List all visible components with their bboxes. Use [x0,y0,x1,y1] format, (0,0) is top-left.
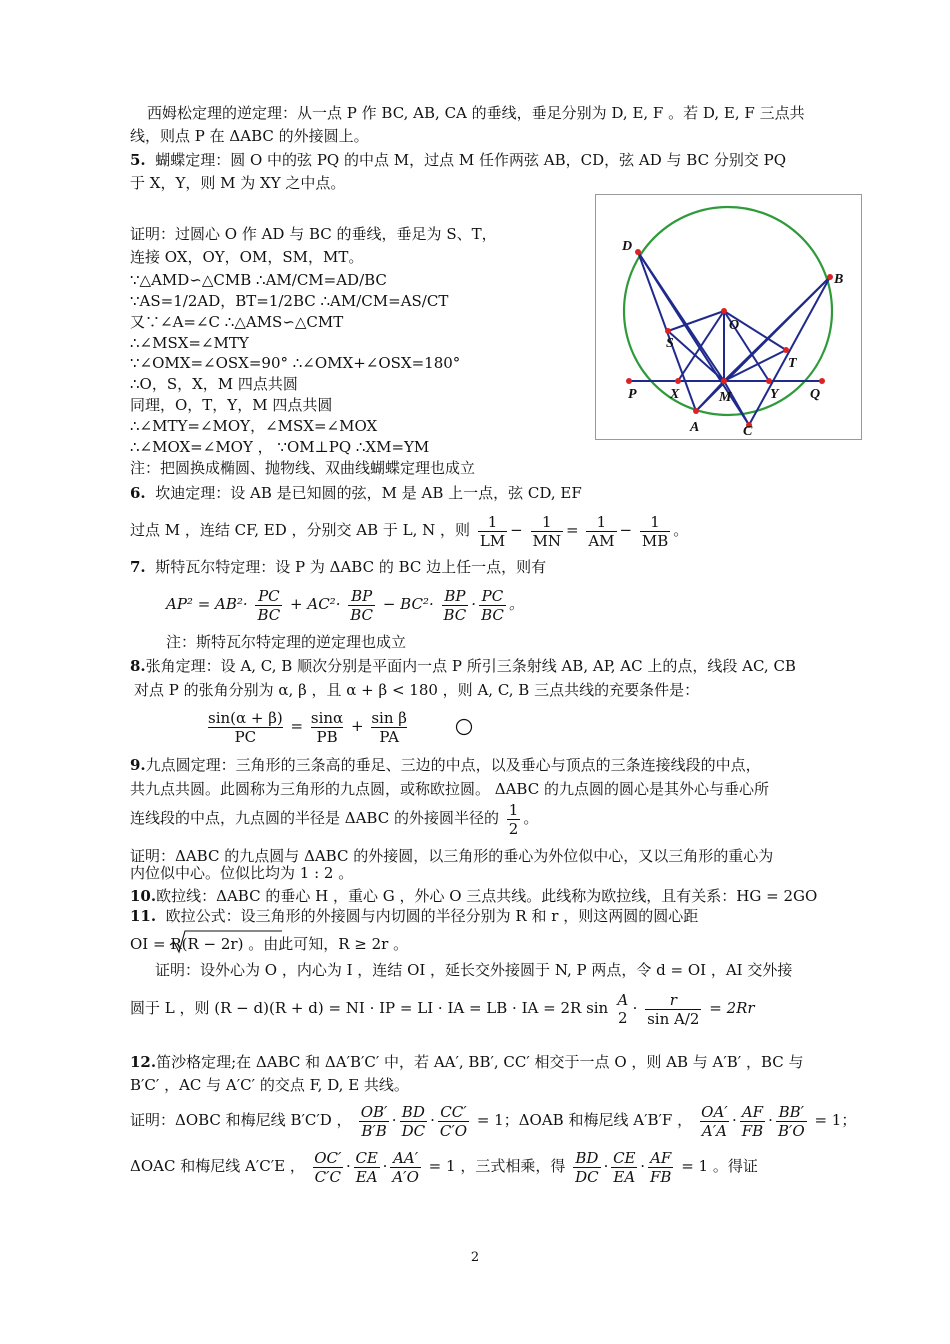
euler-formula-proof-line1: 证明：设外心为 O ，内心为 I ，连结 OI ，延长交外接圆于 N, P 两点，令 d = OI ，AI 交外接 [155,961,793,979]
sqrt-sign [168,929,284,955]
butterfly-number: 5. [130,151,146,169]
frac-aa-ao: $\frac{AA'}{A'O}$ [392,1148,419,1186]
frac-pc-bc: $\frac{PC}{BC}$ [257,586,281,624]
frac-1-am: $\frac{1}{AM}$ [588,512,615,550]
stewart-statement: 斯特瓦尔特定理：设 P 为 ΔABC 的 BC 边上任一点，则有 [155,558,547,576]
frac-bp-bc: $\frac{BP}{BC}$ [443,586,467,624]
euler-formula-number: 11. [130,907,157,925]
frac-ce-ea: $\frac{CE}{EA}$ [355,1148,378,1186]
stewart-note: 注：斯特瓦尔特定理的逆定理也成立 [166,633,407,651]
frac-bp-bc: $\frac{BP}{BC}$ [350,586,374,624]
label-y: Y [770,387,779,402]
desargues-statement-line2: B′C′ ，AC 与 A′C′ 的交点 F, D, E 共线。 [130,1076,409,1094]
ninepoint-statement-line3: 连线段的中点，九点圆的半径是 ΔABC 的外接圆半径的 $\frac{1}{2}$ 。 [130,800,539,838]
euler-formula-oi: OI = R(R − 2r) 。由此可知，R ≥ 2r 。 [130,935,409,953]
frac-1-mb: $\frac{1}{MB}$ [641,512,669,550]
frac-1-mn: $\frac{1}{MN}$ [532,512,561,550]
label-p: P [628,387,637,402]
butterfly-diagram [596,195,861,439]
ninepoint-proof-line1: 证明：ΔABC 的九点圆与 ΔABC 的外接圆，以三角形的垂心为外位似中心，又以三角形的重心为 [130,847,774,865]
label-t: T [788,356,797,371]
kandi-statement: 坎迪定理：设 AB 是已知圆的弦，M 是 AB 上一点，弦 CD, EF [155,484,582,502]
zhangjiao-number: 8. [130,657,146,675]
butterfly-statement: 蝴蝶定理：圆 O 中的弦 PQ 的中点 M，过点 M 任作两弦 AB，CD，弦 AD 与 BC 分别交 PQ [155,151,786,169]
frac-bd-dc: $\frac{BD}{DC}$ [401,1102,426,1140]
frac-1-lm: $\frac{1}{LM}$ [479,512,506,550]
zhangjiao-heading [130,656,796,676]
frac-af-fb: $\frac{AF}{FB}$ [649,1148,672,1186]
frac-one-half: $\frac{1}{2}$ [508,800,519,838]
kandi-statement-line2: 过点 M ，连结 CF, ED ，分别交 AB 于 L, N ，则 [130,521,471,539]
desargues-proof-line1: 证明：ΔOBC 和梅尼线 B′C′D ， $\frac{OB'}{B'B}$ · $\frac{BD}{DC}$ · $\frac{CC'}{C'O}$ = 1；ΔOAB 和梅尼线 A′B′F ， $\frac{OA'}{A'A}$ · $\frac{AF}{FB}$ · $\frac{BB'}{B'O}$ = 1； [130,1102,857,1140]
frac-r-sin-a2: $\frac{r}{\text{sin A/2}}$ [647,990,700,1028]
desargues-heading [130,1052,804,1072]
empty-circle-mark [455,718,473,736]
butterfly-proof-line: ∵△AMD∽△CMB ∴AM/CM=AD/BC [130,271,387,289]
ninepoint-statement-line2: 共九点共圆。此圆称为三角形的九点圆，或称欧拉圆。 ΔABC 的九点圆的圆心是其外心与垂心所 [130,780,769,798]
page-number: 2 [470,1250,480,1265]
simson-inverse-line2: 线，则点 P 在 ΔABC 的外接圆上。 [130,127,369,145]
ninepoint-proof-line2: 内位似中心。位似比均为 1 : 2 。 [130,864,354,882]
label-a: A [690,420,700,435]
label-o: O [729,318,740,333]
euler-formula-statement: 欧拉公式：设三角形的外接圆与内切圆的半径分别为 R 和 r ，则这两圆的圆心距 [165,907,699,925]
butterfly-heading [130,150,786,170]
ninepoint-number: 9. [130,756,146,774]
zhangjiao-statement-line2: 对点 P 的张角分别为 α, β ，且 α + β < 180 ，则 A, C, B 三点共线的充要条件是： [134,681,700,699]
simson-inverse-line1: 西姆松定理的逆定理：从一点 P 作 BC, AB, CA 的垂线，垂足分别为 D, E, F 。若 D, E, F 三点共 [147,104,805,122]
desargues-number: 12. [130,1053,157,1071]
kandi-formula-line: 过点 M ，连结 CF, ED ，分别交 AB 于 L, N ，则 $\frac{1}{LM}$ − $\frac{1}{MN}$ = $\frac{1}{AM}$ − $\frac{1}{MB}$ 。 [130,512,689,550]
label-x: X [670,387,680,402]
frac-bb-bo: $\frac{BB'}{B'O}$ [777,1102,805,1140]
desargues-proof-line2: ΔOAC 和梅尼线 A′C′E ， $\frac{OC'}{C'C}$ · $\frac{CE}{EA}$ · $\frac{AA'}{A'O}$ = 1 ，三式相乘，得 $\frac{BD}{DC}$ · $\frac{CE}{EA}$ · $\frac{AF}{FB}$ = 1 。得证 [130,1148,758,1186]
kandi-number: 6. [130,484,146,502]
butterfly-proof-line: ∴∠MTY=∠MOY，∠MSX=∠MOX [130,417,378,435]
butterfly-proof-line: ∵AS=1/2AD，BT=1/2BC ∴AM/CM=AS/CT [130,292,449,310]
butterfly-proof-line: ∵∠OMX=∠OSX=90° ∴∠OMX+∠OSX=180° [130,354,461,372]
euler-line-number: 10. [130,887,157,905]
butterfly-statement-line2: 于 X，Y，则 M 为 XY 之中点。 [130,174,346,192]
label-q: Q [810,387,821,402]
euler-formula-proof-line2: 圆于 L ，则 (R − d)(R + d) = NI · IP = LI · IA = LB · IA = 2R sin A 2 · $\frac{r}{\text{sin A/2}}$ = 2Rr [130,990,755,1028]
label-m: M [719,390,732,405]
stewart-formula: AP² = AB²· $\frac{PC}{BC}$ + AC²· $\frac{BP}{BC}$ − BC²· $\frac{BP}{BC}$ · $\frac{PC}{BC}$ 。 [166,586,524,624]
euler-line-heading [130,886,817,906]
ninepoint-heading [130,755,761,775]
frac-oc-cc: $\frac{OC'}{C'C}$ [314,1148,342,1186]
frac-a-2: A 2 [617,991,629,1027]
butterfly-proof-line: ∴O，S，X，M 四点共圆 [130,375,298,393]
butterfly-proof-line: 同理，O，T，Y，M 四点共圆 [130,396,333,414]
frac-bd-dc: $\frac{BD}{DC}$ [575,1148,599,1186]
frac-pc-bc: $\frac{PC}{BC}$ [481,586,504,624]
frac-sin-beta-pa: $\frac{\text{sin β}}{PA}$ [371,708,407,746]
frac-ob-bb: $\frac{OB'}{B'B}$ [360,1102,388,1140]
euler-formula-heading [130,906,698,926]
frac-ce-ea: $\frac{CE}{EA}$ [613,1148,636,1186]
butterfly-proof-line: 又∵∠A=∠C ∴△AMS∽△CMT [130,313,344,331]
butterfly-proof-line: 证明：过圆心 O 作 AD 与 BC 的垂线，垂足为 S、T， [130,225,497,243]
circle-o [624,207,832,415]
frac-sin-alpha-pb: $\frac{\sin\alpha}{PB}$ [310,708,344,746]
butterfly-proof-line: 连接 OX，OY，OM，SM，MT。 [130,248,364,266]
butterfly-proof-line: ∴∠MSX=∠MTY [130,334,249,352]
label-b: B [834,272,844,287]
zhangjiao-statement: 张角定理：设 A, C, B 顺次分别是平面内一点 P 所引三条射线 AB, AP, AC 上的点，线段 AC, CB [145,657,796,675]
label-s: S [666,336,674,351]
stewart-number: 7. [130,558,146,576]
stewart-heading [130,557,546,577]
zhangjiao-formula: $\frac{\sin(\alpha + \beta)}{PC}$ = $\frac{\sin\alpha}{PB}$ + $\frac{\text{sin β}}{PA}$ [208,708,407,746]
kandi-heading [130,483,582,503]
butterfly-note: 注：把圆换成椭圆、抛物线、双曲线蝴蝶定理也成立 [130,459,476,477]
butterfly-proof-line: ∴∠MOX=∠MOY ， ∵OM⊥PQ ∴XM=YM [130,438,430,456]
butterfly-figure [595,194,862,440]
ninepoint-statement: 九点圆定理：三角形的三条高的垂足、三边的中点，以及垂心与顶点的三条连接线段的中点， [145,756,761,774]
frac-cc-co: $\frac{CC'}{C'O}$ [439,1102,468,1140]
label-d: D [622,239,633,254]
frac-oa-aa: $\frac{OA'}{A'A}$ [701,1102,728,1140]
euler-line-statement: 欧拉线：ΔABC 的垂心 H ，重心 G ，外心 O 三点共线。此线称为欧拉线，且有关系：HG = 2GO [156,887,818,905]
frac-sin-sum-pc: $\frac{\sin(\alpha + \beta)}{PC}$ [208,708,283,746]
label-c: C [743,424,753,439]
frac-af-fb: $\frac{AF}{FB}$ [741,1102,764,1140]
desargues-statement: 笛沙格定理;在 ΔABC 和 ΔA′B′C′ 中，若 AA′, BB′, CC′ 相交于一点 O ，则 AB 与 A′B′ ，BC 与 [156,1053,804,1071]
